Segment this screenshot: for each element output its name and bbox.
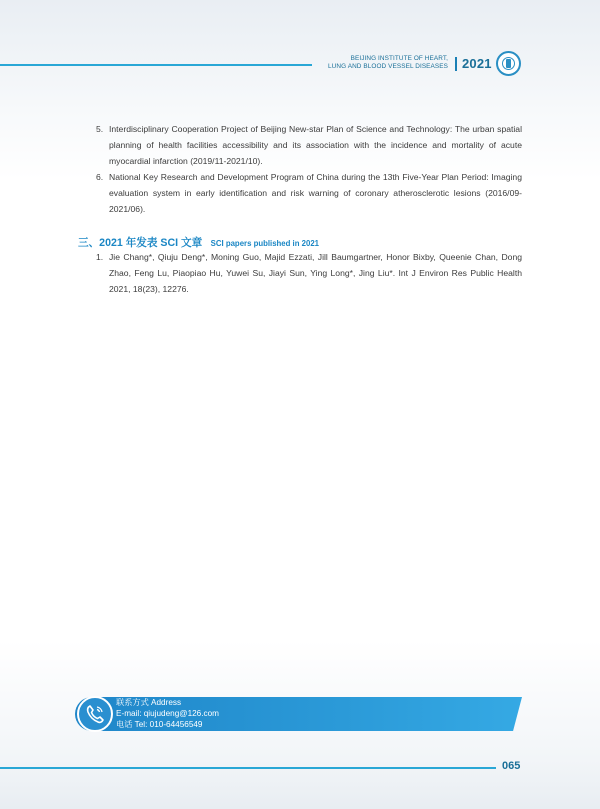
institute-logo-icon bbox=[496, 51, 521, 76]
institute-name-line1: BEIJING INSTITUTE OF HEART, bbox=[350, 55, 448, 62]
paper-item-1 bbox=[96, 250, 522, 297]
institute-name-line2: LUNG AND BLOOD VESSEL DISEASES bbox=[328, 63, 448, 70]
footer-rule bbox=[0, 767, 496, 769]
page-number: 065 bbox=[502, 760, 521, 772]
contact-phone: 电话 Tel: 010-64456549 bbox=[116, 720, 203, 729]
project-text: Interdisciplinary Cooperation Project of Beijing New-star Plan of Science and Technology: The urban spatial planning of health facilities accessibility and its association with the incidence and mortality of acute myocardial infarction (2019/11-2021/10). bbox=[109, 124, 522, 166]
institute-name bbox=[328, 55, 448, 71]
contact-email: E-mail: qiujudeng@126.com bbox=[116, 709, 219, 718]
paper-number: 1. bbox=[96, 252, 104, 262]
section-title-zh: 三、2021 年发表 SCI 文章 bbox=[78, 237, 203, 249]
phone-icon bbox=[77, 696, 113, 732]
paper-text: Jie Chang*, Qiuju Deng*, Moning Guo, Majid Ezzati, Jill Baumgartner, Honor Bixby, Queenie Chan, Dong Zhao, Feng Lu, Piaopiao Hu, Yuwei Su, Jiayi Sun, Ying Long*, Jing Liu*. Int J Environ Res Public Health 2021, 18(23), 12276. bbox=[109, 252, 522, 294]
logo-mark bbox=[506, 59, 511, 68]
project-item-5 bbox=[96, 122, 522, 169]
project-number: 6. bbox=[96, 172, 104, 182]
project-number: 5. bbox=[96, 124, 104, 134]
contact-info bbox=[116, 697, 219, 730]
header-rule bbox=[0, 64, 312, 66]
header-divider bbox=[455, 57, 457, 71]
header-year: 2021 bbox=[462, 56, 492, 71]
phone-icon-graphic bbox=[84, 703, 106, 725]
section-title-en: SCI papers published in 2021 bbox=[210, 239, 319, 248]
project-text: National Key Research and Development Program of China during the 13th Five-Year Plan Period: Imaging evaluation system in early identification and risk warning of coronary atherosclerotic lesions (2016/09-2021/06). bbox=[109, 172, 522, 214]
contact-address-label: 联系方式 Address bbox=[116, 698, 182, 707]
project-item-6 bbox=[96, 170, 522, 217]
section-heading bbox=[78, 233, 319, 251]
